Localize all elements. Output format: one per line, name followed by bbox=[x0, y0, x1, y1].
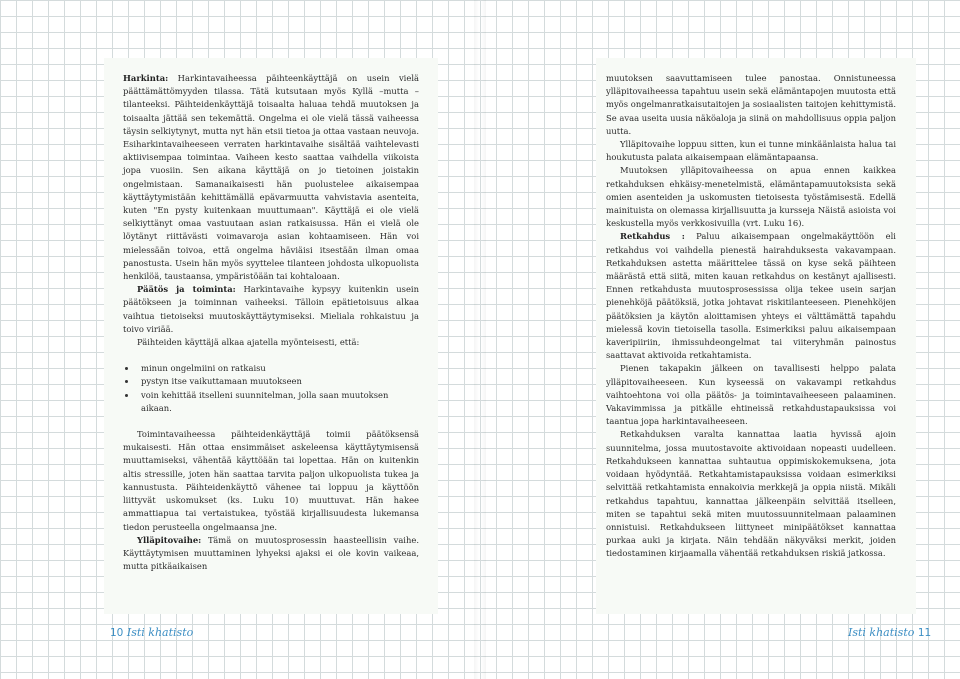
right-text-column bbox=[606, 72, 896, 561]
retkahdus-paragraph bbox=[606, 230, 896, 362]
positive-thoughts-intro: Päihteiden käyttäjä alkaa ajatella myönteisesti, että: bbox=[137, 337, 360, 348]
right-page-footer bbox=[848, 626, 931, 639]
toiminta-paragraph: Toimintavaiheessa päihteidenkäyttäjä toimii päätöksensä mukaisesti. Hän ottaa ensimmäiset askeleensa käyttäytymisensä muuttamiseksi, vähentää käyttöään tai lopettaa. Hän on kuitenkin altis stressille, joten hän saattaa tarvita paljon ulkopuolista tukea ja kannustusta. Päihteidenkäyttö vähenee tai loppuu ja käyttöön liittyvät uskomukset (ks. Luku 10) muuttuvat. Hän hakee ammattiapua tai vertaistukea, työstää kirjallisuudesta lukemansa tiedon perusteella ongelmaansa jne. bbox=[123, 429, 419, 532]
continuation-paragraph: muutoksen saavuttamiseen tulee panostaa. Onnistuneessa ylläpitovaiheessa tapahtuu usein sekä elämäntapojen muutosta että myös ongelmanratkaisutaitojen ja sosiaalisten taitojen kehittymistä. Se avaa useita uusia näköaloja ja siinä on mahdollisuus oppia paljon uutta. bbox=[606, 73, 896, 136]
suunnitelma-paragraph: Retkahduksen varalta kannattaa laatia hyvissä ajoin suunnitelma, jossa muutostavoite aktivoidaan nopeasti uudelleen. Retkahdukseen kannattaa suhtautua oppimiskokemuksena, jota voidaan hyödyntää. Retkahtamistapauksissa voidaan esimerkiksi selvittää retkahtamista ennakoivia merkkejä ja oppia niistä. Mikäli retkahdus tapahtuu, kannattaa jälkeenpäin selvittää itselleen, miten se tapahtui sekä miten muutossuunnitelmaan palaaminen onnistuisi. Retkahdukseen liittyneet minipäätökset kannattaa purkaa auki ja kirjata. Näin tehdään näkyväksi merkit, joiden tiedostaminen kirjaamalla vähentää retkahduksen riskiä jatkossa. bbox=[606, 429, 896, 559]
takapakki-paragraph: Pienen takapakin jälkeen on tavallisesti helppo palata ylläpitovaiheeseen. Kun kyseessä on vakavampi retkahdus vaihtoehtona voi olla päätös- ja toimintavaiheeseen palaaminen. Vakavimmissa ja pitkälle ehtineissä retkahdustapauksissa voi taantua jopa harkintavaiheeseen. bbox=[606, 363, 896, 427]
harkinta-paragraph bbox=[123, 72, 419, 283]
positive-thoughts-list bbox=[123, 362, 419, 415]
list-item: pystyn itse vaikuttamaan muutokseen bbox=[123, 375, 419, 388]
retkahdus-heading: Retkahdus : bbox=[620, 231, 685, 242]
left-page-footer bbox=[110, 626, 193, 639]
spacer bbox=[123, 415, 419, 428]
paatos-paragraph bbox=[123, 283, 419, 336]
yllapito-end-paragraph: Ylläpitovaihe loppuu sitten, kun ei tunne minkäänlaista halua tai houkutusta palata aikaisempaan elämäntapaansa. bbox=[606, 139, 896, 163]
yllapito-heading: Ylläpitovaihe: bbox=[137, 534, 202, 545]
harkinta-text: Harkintavaiheessa päihteenkäyttäjä on usein vielä päättämättömyyden tilassa. Tätä kutsutaan myös Kyllä –mutta –tilanteeksi. Päihteidenkäyttäjä toisaalta haluaa tehdä muutoksen ja toisaalta jättää sen tekemättä. Ongelma ei ole vielä tässä vaiheessa täysin selkiytynyt, mutta nyt hän etsii tietoa ja ottaa vastaan neuvoja. Esiharkintavaiheeseen verraten harkintavaihe sisältää vaihtelevasti aktiivisempaa toimintaa. Vaiheen kesto saattaa vaihdella viikoista jopa vuosiin. Sen aikana käyttäjä on jo tietoinen joistakin ongelmistaan. Samanaikaisesti hän puolustelee aikaisempaa käyttäytymistään kehittämällä epävarmuutta vahvistavia asenteita, kuten "En pysty kuitenkaan muuttumaan". Käyttäjä ei ole vielä selkiyttänyt omaa vastuutaan asian ratkaisussa. Hän ei vielä ole löytänyt riittävästi voimavaroja asian kohtaamiseen. Hän voi mielessään toivoa, että ongelma häviäisi itsestään ilman omaa panostusta. Usein hän myös syyttelee tilanteen johdosta ulkopuolista henkilöä, taustaansa, ympäristöään tai kohtaloaan. bbox=[123, 73, 419, 282]
paatos-text: Harkintavaihe kypsyy kuitenkin usein päätökseen ja toiminnan vaiheeksi. Tälloin epätietoisuus alkaa vaihtua tietoiseksi muutoskäyttäytymiseksi. Mieliala rohkaistuu ja toivo viriää. bbox=[123, 284, 419, 334]
retkahdus-text: Paluu aikaisempaan ongelmakäyttöön eli retkahdus voi vaihdella pienestä hairahduksesta vakavampaan. Retkahduksen astetta määrittelee tässä on kyse sekä päihteen määrästä että siitä, miten kauan retkahdus on kestänyt ajallisesti. Ennen retkahdusta muutosprosessissa olija tekee usein sarjan pienehköjä päätöksiä, jotka johtavat riskitilanteeseen. Pienehköjen päätöksien ja käytön aloittamisen yhteys ei välttämättä tapahdu mielessä kovin tietoisella tasolla. Esimerkiksi paluu aikaisempaan kaveripiiriin, ihmissuhdeongelmat tai viiteryhmän painostus saattavat aktivoida retkahtamista. bbox=[606, 231, 896, 361]
page-number: 11 bbox=[917, 627, 932, 639]
harkinta-heading: Harkinta: bbox=[123, 73, 169, 83]
paatos-heading: Päätös ja toiminta: bbox=[137, 284, 236, 295]
footer-title: Isti khatisto bbox=[848, 626, 915, 639]
footer-title: Isti khatisto bbox=[126, 626, 194, 639]
page-number: 10 bbox=[110, 627, 124, 639]
left-text-column bbox=[123, 72, 419, 573]
list-item: minun ongelmiini on ratkaisu bbox=[123, 362, 419, 375]
book-gutter bbox=[474, 0, 486, 679]
spacer bbox=[123, 349, 419, 362]
yllapito-help-paragraph: Muutoksen ylläpitovaiheessa on apua ennen kaikkea retkahduksen ehkäisy-menetelmistä, elämäntapamuutoksista sekä omien asenteiden ja uskomusten tietoisesta työstämisestä. Edellä mainituista on olemassa kirjallisuutta ja kursseja Näistä asioista voi keskustella myös verkkosivuilla (vrt. Luku 16). bbox=[606, 165, 896, 229]
yllapito-text: Tämä on muutosprosessin haasteellisin vaihe. Käyttäytymisen muuttaminen lyhyeksi ajaksi ei ole kovin vaikeaa, mutta pitkäaikaisen bbox=[123, 534, 419, 572]
yllapito-paragraph bbox=[123, 534, 419, 574]
list-item: voin kehittää itselleni suunnitelman, jolla saan muutoksen aikaan. bbox=[123, 389, 419, 415]
